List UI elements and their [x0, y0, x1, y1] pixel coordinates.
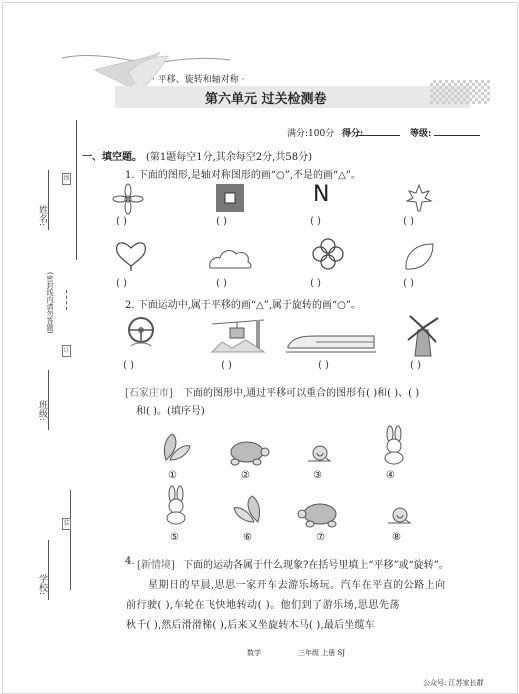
- pic-label-3: ③: [313, 470, 322, 481]
- seal-box-3: 装: [62, 518, 71, 530]
- q2-paren-2[interactable]: ( ): [221, 360, 232, 371]
- q3-text-b: 和( )。(填序号): [136, 406, 205, 417]
- train-icon: [286, 332, 376, 354]
- q4-tag: [新情境]: [137, 560, 175, 571]
- page-title: 第六单元 过关检测卷: [205, 92, 327, 107]
- seal-box-2: 订: [62, 345, 71, 357]
- q4-para-3: 秋千( ),然后滑滑梯( ),后来又坐旋转木马( ),最后坐缆车: [126, 620, 375, 631]
- letter-n: N: [313, 182, 330, 207]
- footer-subject: 数学: [247, 649, 261, 657]
- q3-text-a: 下面的图形中,通过平移可以重合的图形有( )和( )、( ): [183, 388, 420, 399]
- grade-blank[interactable]: [434, 135, 480, 136]
- q4-para-1: 星期日的早晨,思思一家开车去游乐场玩。汽车在平直的公路上向: [148, 580, 446, 591]
- section-note: (第1题每空1分,其余每空2分,共58分): [146, 152, 312, 163]
- score-label: 得分:: [342, 129, 364, 139]
- grade-label: 等级:: [410, 129, 432, 139]
- windmill-icon: [406, 314, 440, 358]
- pic-label-4: ④: [386, 470, 395, 481]
- cloud-icon: [208, 244, 254, 270]
- section-heading: 一、填空题。: [82, 152, 142, 163]
- steering-wheel-icon: [125, 316, 157, 350]
- q1-paren-6[interactable]: ( ): [216, 278, 227, 289]
- q1-paren-5[interactable]: ( ): [116, 278, 127, 289]
- q1-paren-2[interactable]: ( ): [216, 216, 227, 227]
- turtle-icon: [298, 500, 340, 528]
- snail-icon: [386, 506, 412, 526]
- maple-leaf-icon: [405, 183, 433, 213]
- footer-account: 公众号: 江苏家长群: [423, 679, 484, 687]
- turtle-icon: [227, 438, 269, 466]
- flower-outline-icon: [312, 238, 344, 270]
- binding-dash: [66, 290, 67, 310]
- rabbit-icon: [160, 486, 190, 524]
- q2-paren-3[interactable]: ( ): [318, 360, 329, 371]
- butterfly-icon: [232, 490, 266, 526]
- pic-label-8: ⑧: [392, 532, 401, 543]
- q4-para-2: 前行驶( ),车轮在飞快地转动( )。他们到了游乐场,思思先荡: [126, 600, 400, 611]
- q3-tag: [石家庄市]: [125, 388, 173, 399]
- pic-label-2: ②: [241, 470, 250, 481]
- pic-label-7: ⑦: [316, 532, 325, 543]
- binding-line-top: [76, 120, 77, 260]
- leaf-heart-icon: [113, 240, 149, 272]
- q1-paren-7[interactable]: ( ): [310, 278, 321, 289]
- q4-text: 下面的运动各属于什么现象?在括号里填上“平移”或“旋转”。: [183, 560, 449, 571]
- seal-box-1: 线: [62, 173, 71, 185]
- q2-paren-4[interactable]: ( ): [410, 360, 421, 371]
- class-blank[interactable]: [48, 370, 49, 430]
- pic-label-6: ⑥: [243, 532, 252, 543]
- leaf-icon: [403, 240, 437, 272]
- q1-text: 1. 下面的图形,是轴对称图形的画“○”,不是的画“△”。: [125, 170, 361, 181]
- score-blank[interactable]: [356, 135, 400, 136]
- flower-icon: [113, 184, 143, 214]
- q4-number: 4.: [125, 556, 135, 567]
- pic-label-1: ①: [168, 470, 177, 481]
- seal-notice: (密封线内请勿答题): [46, 272, 54, 334]
- class-label: 班级:: [37, 400, 47, 422]
- q2-paren-1[interactable]: ( ): [123, 360, 134, 371]
- square-icon: [216, 184, 246, 214]
- q1-paren-8[interactable]: ( ): [403, 278, 414, 289]
- checker-pattern: [430, 80, 490, 104]
- q1-paren-1[interactable]: ( ): [116, 216, 127, 227]
- unit-subtitle: · 平移、旋转和轴对称 ·: [152, 75, 245, 85]
- q1-paren-4[interactable]: ( ): [403, 216, 414, 227]
- school-label: 学校:: [37, 574, 47, 596]
- snail-icon: [306, 444, 332, 464]
- q1-paren-3[interactable]: ( ): [310, 216, 321, 227]
- q2-text: 2. 下面运动中,属于平移的画“△”,属于旋转的画“○”。: [125, 300, 361, 311]
- school-blank[interactable]: [48, 540, 49, 600]
- full-marks: 满分:100分: [287, 129, 335, 139]
- name-blank[interactable]: [48, 170, 49, 230]
- footer-grade: 三年级 上册 SJ: [298, 649, 346, 657]
- name-label: 姓名:: [37, 205, 47, 227]
- pic-label-5: ⑤: [170, 532, 179, 543]
- rabbit-icon: [378, 426, 408, 464]
- butterfly-icon: [158, 428, 192, 464]
- cable-car-icon: [212, 318, 264, 354]
- binding-line-bottom: [70, 490, 71, 590]
